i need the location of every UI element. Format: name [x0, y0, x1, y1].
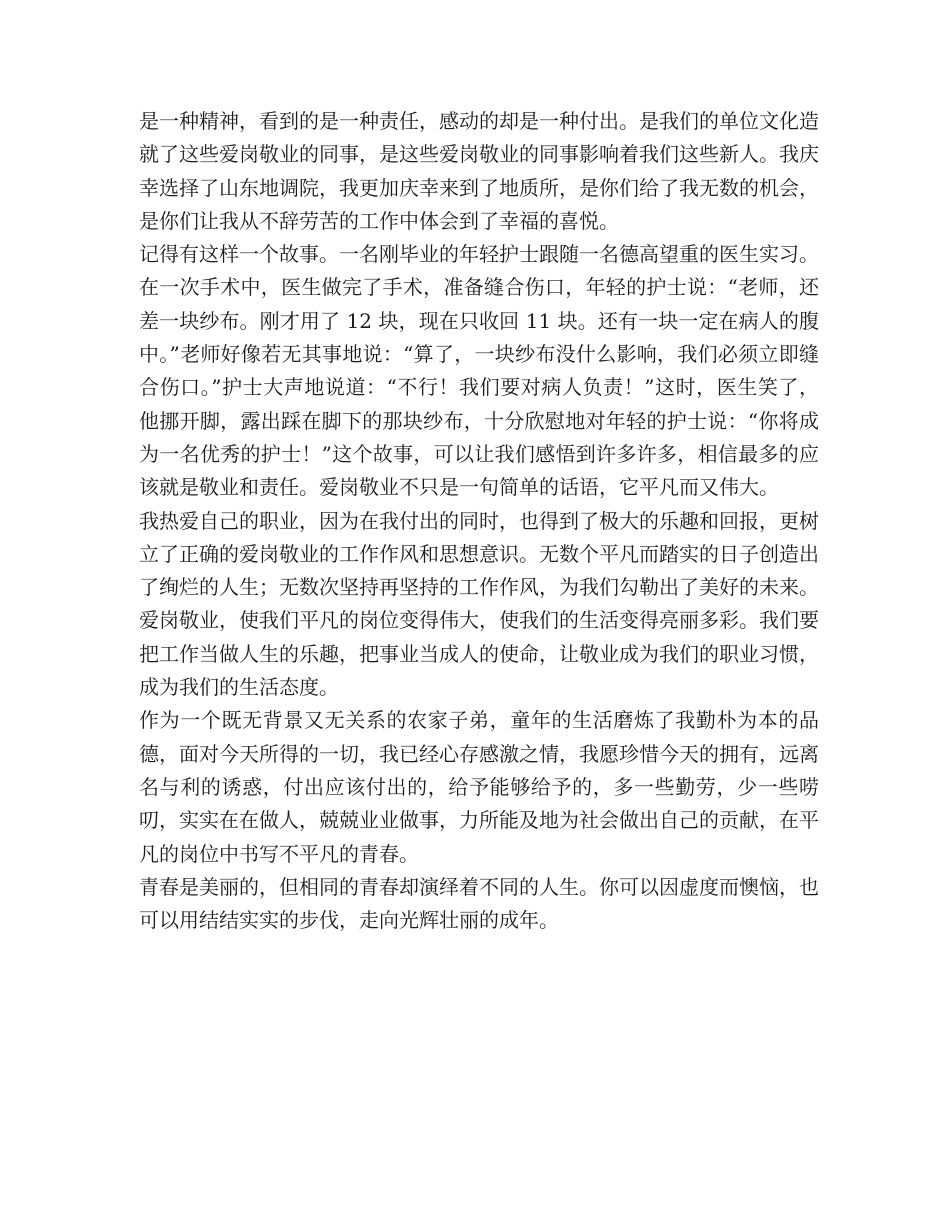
paragraph-3: 我热爱自己的职业，因为在我付出的同时，也得到了极大的乐趣和回报，更树立了正确的爱岗敬业的工作作风和思想意识。无数个平凡而踏实的日子创造出了绚烂的人生；无数次坚持再坚持的工作作风，为我们勾勒出了美好的未来。爱岗敬业，使我们平凡的岗位变得伟大，使我们的生活变得亮丽多彩。我们要把工作当做人生的乐趣，把事业当成人的使命，让敬业成为我们的职业习惯，成为我们的生活态度。 [139, 508, 819, 700]
paragraph-2: 记得有这样一个故事。一名刚毕业的年轻护士跟随一名德高望重的医生实习。在一次手术中，医生做完了手术，准备缝合伤口，年轻的护士说：“老师，还差一块纱布。刚才用了 12 块，现在只收回 11 块。还有一块一定在病人的腹中。”老师好像若无其事地说：“算了，一块纱布没什么影响，我们必须立即缝合伤口。”护士大声地说道：“不行！我们要对病人负责！”这时，医生笑了，他挪开脚，露出踩在脚下的那块纱布，十分欣慰地对年轻的护士说：“你将成为一名优秀的护士！”这个故事，可以让我们感悟到许多许多，相信最多的应该就是敬业和责任。爱岗敬业不只是一句简单的话语，它平凡而又伟大。 [139, 242, 819, 500]
paragraph-4: 作为一个既无背景又无关系的农家子弟，童年的生活磨炼了我勤朴为本的品德，面对今天所得的一切，我已经心存感激之情，我愿珍惜今天的拥有，远离名与利的诱惑，付出应该付出的，给予能够给予的，多一些勤劳，少一些唠叨，实实在在做人，兢兢业业做事，力所能及地为社会做出自己的贡献，在平凡的岗位中书写不平凡的青春。 [139, 708, 819, 866]
paragraph-5: 青春是美丽的，但相同的青春却演绎着不同的人生。你可以因虚度而懊恼，也可以用结结实实的步伐，走向光辉壮丽的成年。 [139, 874, 819, 933]
paragraph-1: 是一种精神，看到的是一种责任，感动的却是一种付出。是我们的单位文化造就了这些爱岗敬业的同事，是这些爱岗敬业的同事影响着我们这些新人。我庆幸选择了山东地调院，我更加庆幸来到了地质所，是你们给了我无数的机会，是你们让我从不辞劳苦的工作中体会到了幸福的喜悦。 [139, 109, 819, 233]
document-body [139, 105, 819, 937]
